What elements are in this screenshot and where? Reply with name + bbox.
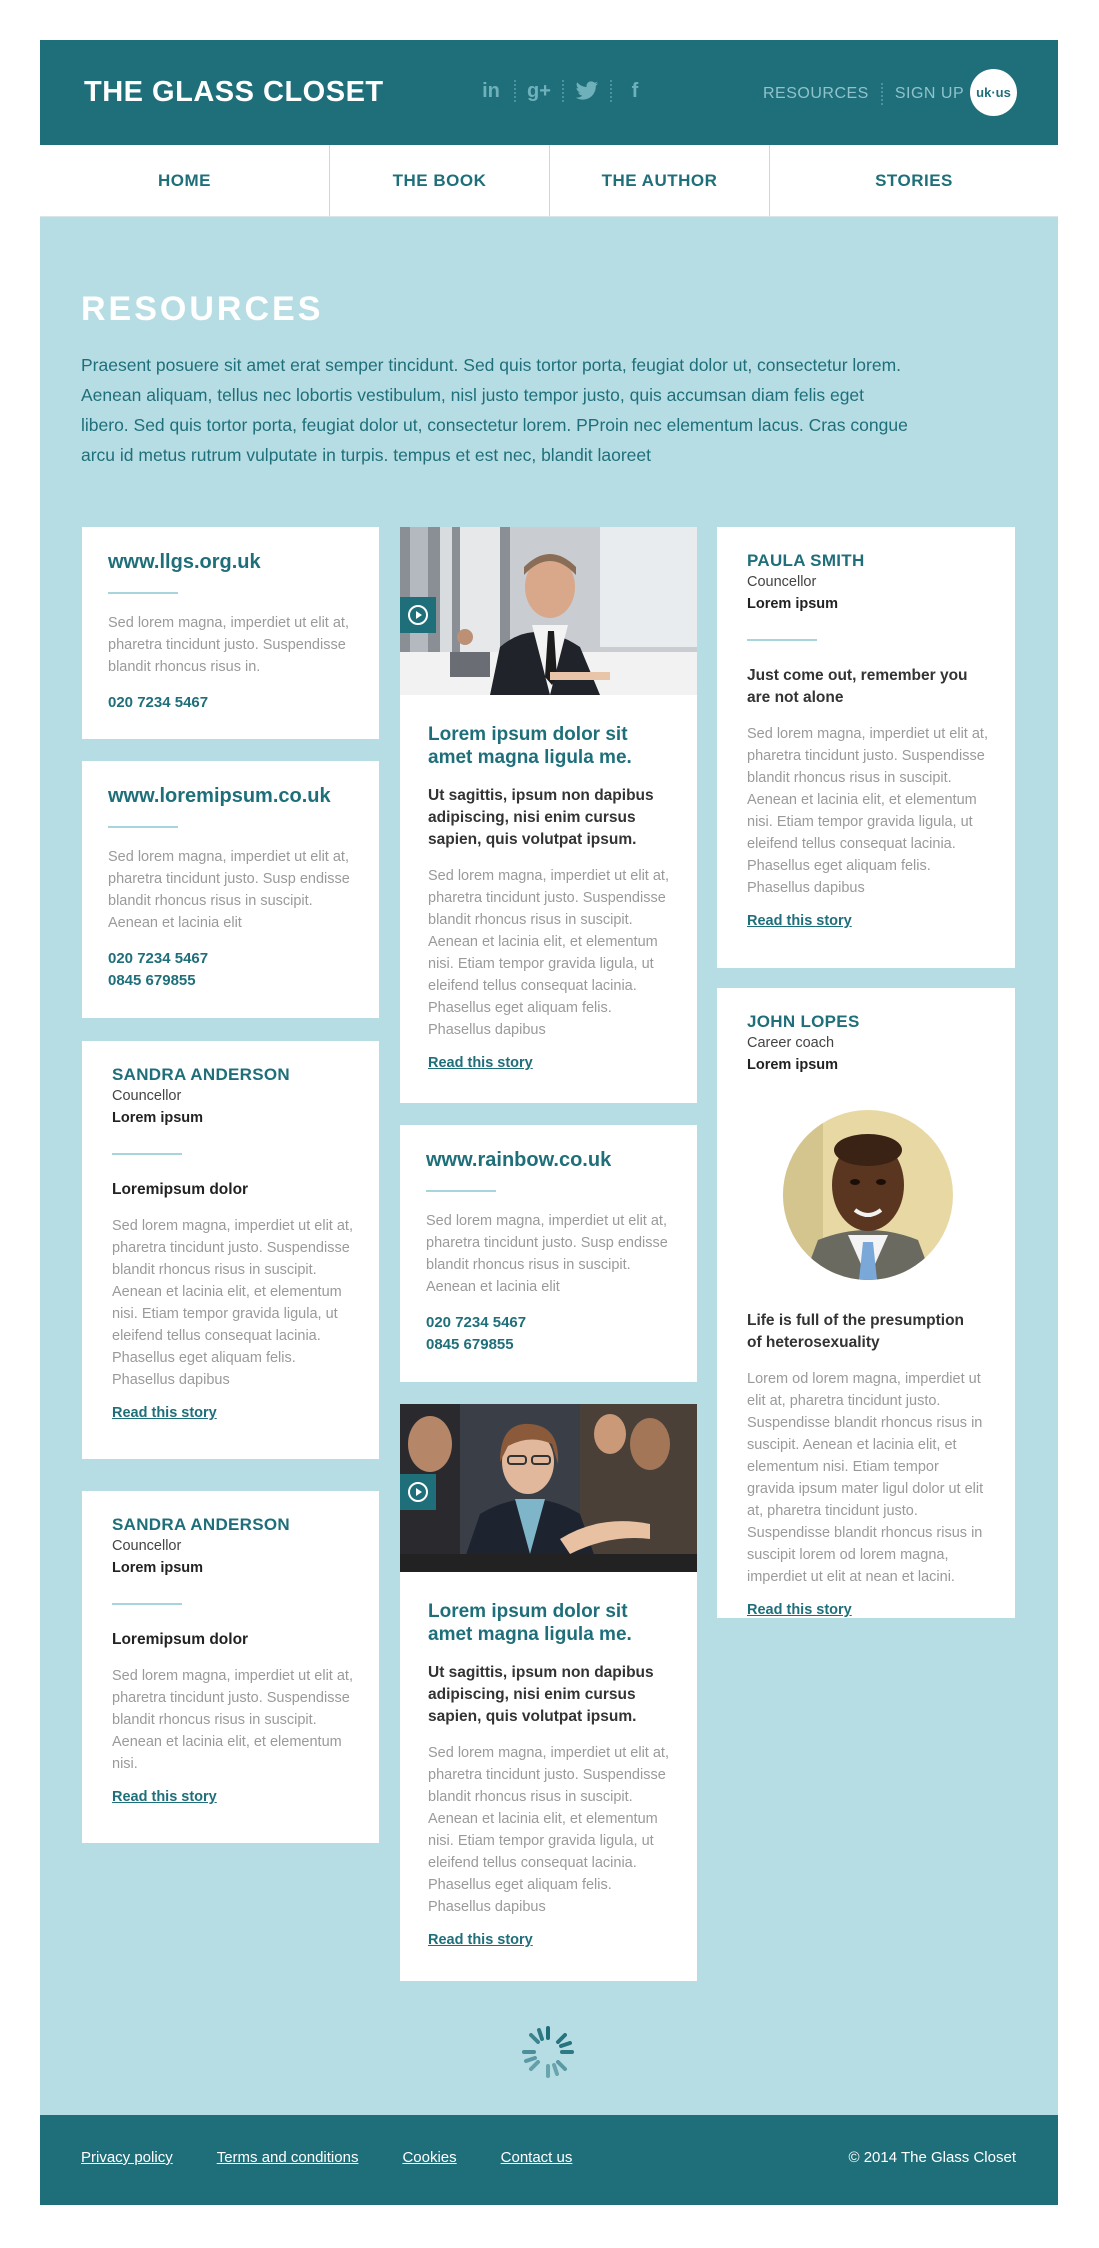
resource-title[interactable]: www.llgs.org.uk [108,551,261,573]
read-story-link[interactable]: Read this story [428,1055,533,1071]
person-role: Councellor [747,574,817,590]
footer [40,2115,1058,2205]
page-title: RESOURCES [81,290,324,328]
person-photo [783,1110,953,1280]
contact-link[interactable]: Contact us [500,2149,573,2166]
person-card-sandra [82,1041,379,1459]
story-quote: Life is full of the presumption of heterosexuality [747,1312,964,1351]
social-links [478,78,648,104]
resources-link[interactable]: RESOURCES [763,85,869,102]
read-story-link[interactable]: Read this story [112,1405,217,1421]
person-card-paula [717,527,1015,968]
twitter-icon[interactable] [574,78,600,104]
story-title[interactable]: Lorem ipsum dolor sit amet magna ligula me. [428,724,632,768]
story-card [400,1404,697,1981]
person-topic: Lorem ipsum [747,596,839,612]
person-name: JOHN LOPES [747,1012,860,1031]
divider [426,1190,496,1192]
story-body: Sed lorem magna, imperdiet ut elit at, pharetra tincidunt justo. Suspendisse blandit rhoncus risus in suscipit. Aenean et lacinia elit, et elementum nisi. Etiam tempor gravida ligula, ut eleifend tellus consequat lacinia. Phasellus eget aliquam felis. Phasellus dapibus [428,1745,669,1915]
page-intro: Praesent posuere sit amet erat semper tincidunt. Sed quis tortor porta, feugiat dolor ut, consectetur lorem. Aenean aliquam, tellus nec lobortis vestibulum, nisl justo tempor justo, quis accumsan diam felis eget libero. Sed quis tortor porta, feugiat dolor ut, consectetur lorem. PProin nec elementum lacus. Cras congue arcu id metus rutrum vulputate in turpis. tempus et est nec, blandit laoreet [81,355,908,465]
divider [108,826,178,828]
story-body: Sed lorem magna, imperdiet ut elit at, pharetra tincidunt justo. Suspendisse blandit rhoncus risus in suscipit. Aenean et lacinia elit, et elementum nisi. Etiam tempor gravida ligula, ut eleifend tellus consequat lacinia. Phasellus eget aliquam felis. Phasellus dapibus [428,868,669,1038]
divider [562,80,564,102]
resource-card-loremipsum [82,761,379,1018]
loading-spinner-icon [518,2022,578,2082]
play-icon[interactable] [400,1474,436,1510]
divider [610,80,612,102]
story-photo[interactable] [400,1404,697,1572]
divider [881,83,883,105]
read-story-link[interactable]: Read this story [747,1602,852,1618]
divider [747,639,817,641]
locale-switch[interactable]: uk·us [970,69,1017,116]
phone-number: 020 7234 5467 [426,1314,527,1331]
person-name: SANDRA ANDERSON [112,1515,290,1534]
divider [108,592,178,594]
person-role: Career coach [747,1035,835,1051]
person-topic: Lorem ipsum [747,1057,839,1073]
story-body: Sed lorem magna, imperdiet ut elit at, pharetra tincidunt justo. Suspendisse blandit rhoncus risus in suscipit. Aenean et lacinia elit, et elementum nisi. Etiam tempor gravida ligula, ut eleifend tellus consequat lacinia. Phasellus eget aliquam felis. Phasellus dapibus [112,1218,353,1388]
site-logo[interactable]: THE GLASS CLOSET [84,76,384,108]
signup-link[interactable]: SIGN UP [894,85,965,102]
nav-stories[interactable]: STORIES [875,170,953,190]
cookies-link[interactable]: Cookies [402,2149,457,2166]
person-role: Councellor [112,1538,182,1554]
copyright: © 2014 The Glass Closet [848,2149,1016,2166]
privacy-policy-link[interactable]: Privacy policy [81,2149,173,2166]
linkedin-icon[interactable]: in [482,79,500,102]
person-card-john [717,988,1015,1618]
nav-the-book[interactable]: THE BOOK [330,145,550,216]
header [40,40,1058,145]
phone-number: 020 7234 5467 [108,950,209,967]
story-quote: Loremipsum dolor [112,1181,249,1198]
read-story-link[interactable]: Read this story [747,913,852,929]
person-card-sandra [82,1491,379,1843]
divider [514,80,516,102]
header-links [763,83,964,105]
story-body: Sed lorem magna, imperdiet ut elit at, pharetra tincidunt justo. Suspendisse blandit rhoncus risus in suscipit. Aenean et lacinia elit, et elementum nisi. [112,1668,353,1772]
story-quote: Just come out, remember you are not alone [747,667,968,706]
story-card [400,527,697,1103]
story-quote: Loremipsum dolor [112,1631,249,1648]
person-role: Councellor [112,1088,182,1104]
story-lead: Ut sagittis, ipsum non dapibus adipiscing, nisi enim cursus sapien, quis volutpat ipsum. [428,787,654,848]
resource-card-rainbow [400,1125,697,1382]
story-title[interactable]: Lorem ipsum dolor sit amet magna ligula me. [428,1601,632,1645]
story-content [428,723,673,1072]
resource-card-llgs [82,527,379,739]
resource-body: Sed lorem magna, imperdiet ut elit at, pharetra tincidunt justo. Susp endisse blandit rhoncus risus in suscipit. Aenean et lacinia elit [108,849,350,931]
resource-title[interactable]: www.rainbow.co.uk [426,1149,612,1171]
google-plus-icon[interactable]: g+ [527,79,551,102]
person-name: SANDRA ANDERSON [112,1065,290,1084]
phone-number: 0845 679855 [108,972,196,989]
story-content [428,1600,673,1949]
resource-title[interactable]: www.loremipsum.co.uk [108,785,331,807]
divider [112,1153,182,1155]
person-topic: Lorem ipsum [112,1110,204,1126]
resource-body: Sed lorem magna, imperdiet ut elit at, pharetra tincidunt justo. Suspendisse blandit rhoncus risus in. [108,615,349,675]
phone-number: 0845 679855 [426,1336,514,1353]
resource-body: Sed lorem magna, imperdiet ut elit at, pharetra tincidunt justo. Susp endisse blandit rhoncus risus in suscipit. Aenean et lacinia elit [426,1213,668,1295]
divider [112,1603,182,1605]
read-story-link[interactable]: Read this story [428,1932,533,1948]
phone-number: 020 7234 5467 [108,694,209,711]
story-body: Sed lorem magna, imperdiet ut elit at, pharetra tincidunt justo. Suspendisse blandit rhoncus risus in suscipit. Aenean et lacinia elit, et elementum nisi. Etiam tempor gravida ligula, ut eleifend tellus consequat lacinia. Phasellus eget aliquam felis. Phasellus dapibus [747,726,988,896]
person-name: PAULA SMITH [747,551,865,570]
play-icon[interactable] [400,597,436,633]
person-topic: Lorem ipsum [112,1560,204,1576]
story-photo[interactable] [400,527,697,695]
read-story-link[interactable]: Read this story [112,1789,217,1805]
terms-link[interactable]: Terms and conditions [216,2149,359,2166]
footer-links [81,2149,616,2166]
nav-the-author[interactable]: THE AUTHOR [550,145,770,216]
main-nav [40,145,1058,217]
story-lead: Ut sagittis, ipsum non dapibus adipiscing, nisi enim cursus sapien, quis volutpat ipsum. [428,1664,654,1725]
main-content [40,217,1058,2115]
story-body: Lorem od lorem magna, imperdiet ut elit at, pharetra tincidunt justo. Suspendisse blandit rhoncus risus in suscipit. Aenean et lacinia elit, et elementum nisi. Etiam tempor gravida ipsum mater ligul dolor ut elit at, pharetra tincidunt justo. Suspendisse blandit rhoncus risus in suscipit lorem od lorem magna, imperdiet ut elit at nean et lacini. [747,1371,984,1585]
facebook-icon[interactable]: f [631,79,639,102]
nav-home[interactable]: HOME [40,145,330,216]
site [40,40,1058,2205]
